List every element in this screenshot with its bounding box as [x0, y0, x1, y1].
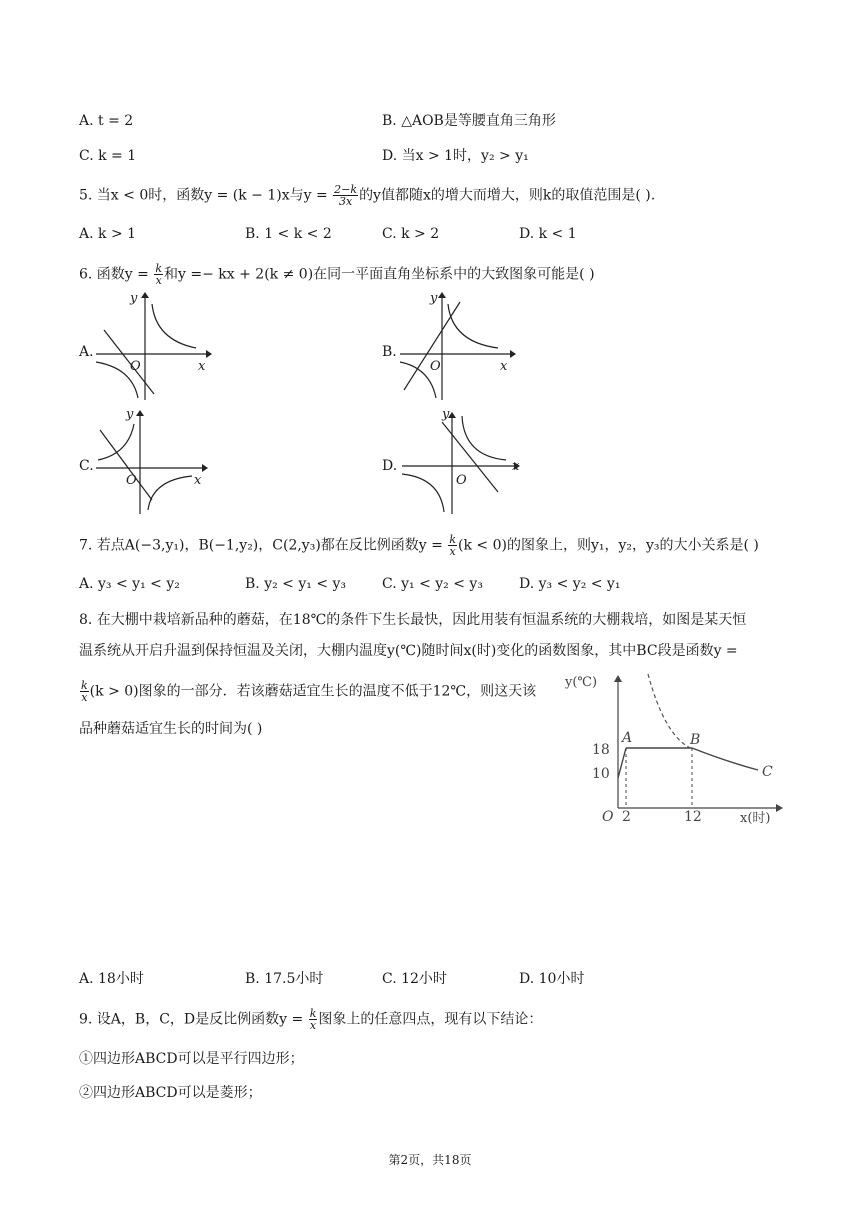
q9-stem-end: 图象上的任意四点，现有以下结论：	[318, 1011, 543, 1028]
q6b-y-axis-label: y	[430, 291, 438, 306]
q8-line-1: 8. 在大棚中栽培新品种的蘑菇，在18℃的条件下生长最快，因此用装有恒温系统的大棚栽培，如图是某天恒	[79, 612, 747, 628]
q6-frac-num: k	[155, 262, 163, 275]
q6-frac-den: x	[155, 274, 162, 287]
q7-option-a: A. y₃ < y₁ < y₂	[79, 576, 180, 592]
q6-label-a: A.	[79, 344, 94, 360]
q8-origin-label: O	[602, 809, 614, 825]
q5-frac-num: 2−k	[334, 183, 358, 196]
q8-option-d: D. 10小时	[519, 971, 585, 987]
q8-line-4: 品种蘑菇适宜生长的时间为( )	[79, 721, 263, 737]
q7-option-d: D. y₃ < y₂ < y₁	[519, 576, 621, 592]
q8-line-2: 温系统从开启升温到保持恒温及关闭，大棚内温度y(℃)随时间x(时)变化的函数图象，其中BC段是函数y =	[79, 643, 738, 659]
q6c-y-axis-label: y	[126, 407, 134, 422]
q6-stem-end: 和y =− kx + 2(k ≠ 0)在同一平面直角坐标系中的大致图象可能是( )	[164, 266, 595, 283]
q8-y-axis-label: y(℃)	[565, 675, 598, 690]
q6-graph-d	[398, 404, 526, 516]
q8-option-a: A. 18小时	[79, 971, 144, 987]
q6a-origin-label: O	[130, 359, 141, 374]
q8-point-a-label: A	[622, 730, 633, 746]
q6b-origin-label: O	[430, 359, 441, 374]
q8-option-b: B. 17.5小时	[245, 971, 324, 987]
q9-frac-den: x	[309, 1019, 317, 1032]
q8-x-tick-2: 2	[622, 809, 631, 825]
q6-graph-a	[92, 290, 212, 402]
q8-x-axis-label: x(时)	[740, 811, 771, 826]
q8-frac-den: x	[81, 691, 88, 704]
q7-frac-den: x	[449, 545, 456, 558]
q5-frac-den: 3x	[339, 195, 353, 208]
q4-option-b: B. △AOB是等腰直角三角形	[382, 113, 556, 129]
q7-stem-start: 7. 若点A(−3,y₁)，B(−1,y₂)，C(2,y₃)都在反比例函数y =	[79, 537, 448, 554]
q6-stem-start: 6. 函数y =	[79, 266, 154, 283]
q6-graph-c	[92, 404, 212, 516]
q6d-x-axis-label: x	[512, 459, 520, 474]
q9-stem-start: 9. 设A，B，C，D是反比例函数y =	[79, 1011, 308, 1028]
q8-option-c: C. 12小时	[382, 971, 447, 987]
q8-x-tick-12: 12	[684, 809, 702, 825]
q8-fraction	[80, 680, 89, 703]
q8-line-3	[79, 680, 536, 703]
q8-point-c-label: C	[762, 764, 773, 780]
q6d-origin-label: O	[456, 473, 467, 488]
q6-label-d: D.	[382, 458, 398, 474]
q7-fraction	[448, 534, 457, 557]
q4-option-d: D. 当x > 1时，y₂ > y₁	[382, 148, 529, 164]
q8-line-3-text: (k > 0)图象的一部分．若该蘑菇适宜生长的温度不低于12℃，则这天该	[89, 683, 537, 700]
q6a-y-axis-label: y	[130, 291, 138, 306]
q9-fraction	[309, 1008, 318, 1031]
q9-stem	[79, 1008, 542, 1031]
q8-temperature-graph	[565, 668, 790, 833]
q5-fraction	[333, 184, 358, 207]
q7-stem-end: (k < 0)的图象上，则y₁，y₂，y₃的大小关系是( )	[458, 537, 759, 554]
q9-frac-num: k	[309, 1007, 317, 1020]
q6-stem	[79, 263, 595, 286]
q7-frac-num: k	[449, 533, 456, 546]
page-footer: 第2页，共18页	[388, 1153, 472, 1167]
q5-stem-end: 的y值都随x的增大而增大，则k的取值范围是( ).	[359, 187, 656, 204]
q7-option-c: C. y₁ < y₂ < y₃	[382, 576, 483, 592]
q5-option-a: A. k > 1	[79, 226, 137, 242]
q5-option-b: B. 1 < k < 2	[245, 226, 332, 242]
q9-item-1: ①四边形ABCD可以是平行四边形；	[79, 1051, 304, 1067]
q6-graph-b	[396, 290, 516, 402]
q8-y-tick-18: 18	[592, 742, 610, 758]
q8-y-tick-10: 10	[592, 766, 610, 782]
q5-option-d: D. k < 1	[519, 226, 577, 242]
q5-stem-start: 5. 当x < 0时，函数y = (k − 1)x与y =	[79, 187, 333, 204]
q6c-x-axis-label: x	[194, 473, 202, 488]
q8-point-b-label: B	[690, 732, 701, 748]
q6b-x-axis-label: x	[500, 359, 508, 374]
q6-label-b: B.	[382, 344, 397, 360]
q6-fraction	[154, 263, 163, 286]
q6a-x-axis-label: x	[198, 359, 206, 374]
q7-stem	[79, 534, 759, 557]
q5-stem	[79, 184, 655, 207]
q6d-y-axis-label: y	[442, 407, 450, 422]
q8-frac-num: k	[81, 679, 88, 692]
q6-label-c: C.	[79, 458, 94, 474]
q4-option-a: A. t = 2	[79, 113, 134, 129]
q7-option-b: B. y₂ < y₁ < y₃	[245, 576, 347, 592]
q6c-origin-label: O	[126, 473, 137, 488]
q4-option-c: C. k = 1	[79, 148, 137, 164]
q5-option-c: C. k > 2	[382, 226, 440, 242]
q9-item-2: ②四边形ABCD可以是菱形；	[79, 1085, 262, 1101]
